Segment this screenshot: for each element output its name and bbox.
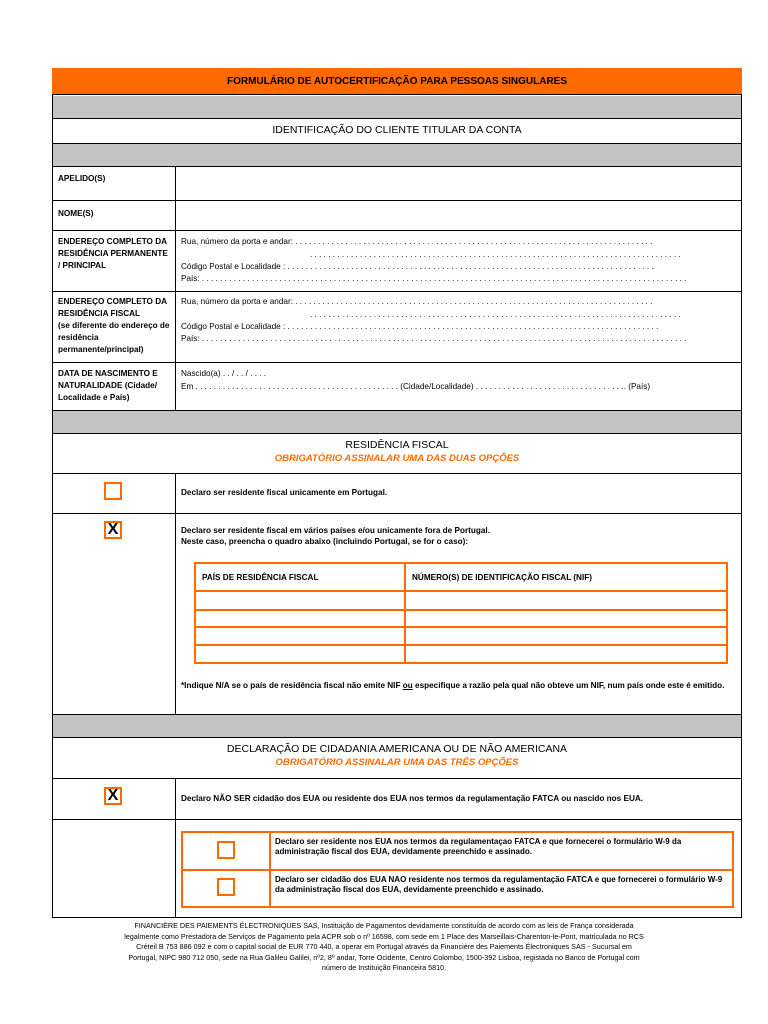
grey-separator [53, 144, 741, 166]
form-title: FORMULÁRIO DE AUTOCERTIFICAÇÃO PARA PESSOAS SINGULARES [52, 68, 742, 95]
permanent-country-field[interactable]: País: . . . . . . . . . . . . . . . . . . . . . . . . . . . . . . . . . . . . . . . . . . . . . . . . . . . . . . . . . . . . . . . . . . . . . . . . . . . . . . . . . . . . . . . . . . . . . . . . . . . . . . . . . . . [181, 274, 687, 283]
permanent-street-cont-field[interactable]: . . . . . . . . . . . . . . . . . . . . . . . . . . . . . . . . . . . . . . . . . . . . . . . . . . . . . . . . . . . . . . . . . . . . . . . . . . . . . . . . . . [310, 250, 681, 259]
usa-subheading: OBRIGATÓRIO ASSINALAR UMA DAS TRÊS OPÇÕES [275, 757, 519, 768]
fiscal-street-cont-field[interactable]: . . . . . . . . . . . . . . . . . . . . . . . . . . . . . . . . . . . . . . . . . . . . . . . . . . . . . . . . . . . . . . . . . . . . . . . . . . . . . . . . . . [310, 310, 681, 319]
birth-place-field[interactable]: Em . . . . . . . . . . . . . . . . . . . . . . . . . . . . . . . . . . . . . . . . . . . . . (Cidade/Localidade) . . . . . . . . . . . . . . . . . . . . . . . . . . . . . . . . .. (País) [181, 382, 651, 391]
fiscal-residence-heading: RESIDÊNCIA FISCAL OBRIGATÓRIO ASSINALAR UMA DAS DUAS OPÇÕES [53, 439, 741, 464]
nif-number-cell[interactable] [406, 611, 726, 626]
fiscal-portugal-checkbox[interactable] [104, 482, 122, 500]
identification-heading: IDENTIFICAÇÃO DO CLIENTE TITULAR DA CONTA [272, 124, 522, 136]
legal-footer: FINANCIÈRE DES PAIEMENTS ÉLECTRONIQUES SAS, Instituição de Pagamentos devidamente constituída de acordo com as leis de França considerada legalmente como Prestadora de Serviços de Pagamento pela ACPR sob o nº 16598, com sede em 1 Place des Marseillais-Charenton-le-Pont, matriculada no RCS Créteil B 753 886 092 e com o capital social de EUR 770 440, a operar em Portugal através da Financière des Paiements Électroniques SAS - Sucursal em Portugal, NIPC 980 712 050, sede na Rua Galileu Galilei, nº2, 8º andar, Torre Ocidente, Centro Colombo, 1500-392 Lisboa, registada no Banco de Portugal com número de Instituição Financeira 5810. [124, 921, 644, 972]
fiscal-postal-field[interactable]: Código Postal e Localidade : . . . . . . . . . . . . . . . . . . . . . . . . . . . . . . . . . . . . . . . . . . . . . . . . . . . . . . . . . . . . . . . . . . . . . . . . . . . . . . . . . . [181, 322, 659, 331]
grey-separator [53, 96, 741, 118]
nomes-field[interactable] [176, 201, 741, 230]
apelidos-label: APELIDO(S) [58, 174, 106, 183]
fiscal-residence-subheading: OBRIGATÓRIO ASSINALAR UMA DAS DUAS OPÇÕES [274, 453, 520, 464]
grey-separator [53, 411, 741, 433]
nif-table-header-nif: NÚMERO(S) DE IDENTIFICAÇÃO FISCAL (NIF) [412, 573, 592, 582]
fiscal-address-note: (se diferente do endereço de residência permanente/principal) [58, 321, 170, 354]
usa-not-citizen-checkbox[interactable]: X [104, 787, 122, 805]
nif-country-cell[interactable] [196, 628, 404, 644]
apelidos-field[interactable] [176, 167, 741, 200]
nif-country-cell[interactable] [196, 611, 404, 626]
fiscal-multiple-checkbox[interactable]: X [104, 521, 122, 539]
nif-table [194, 562, 728, 664]
fiscal-street-field[interactable]: Rua, número da porta e andar: . . . . . . . . . . . . . . . . . . . . . . . . . . . . . . . . . . . . . . . . . . . . . . . . . . . . . . . . . . . . . . . . . . . . . . . . . . . . . . . [181, 297, 653, 306]
nif-note: *Indique N/A se o país de residência fiscal não emite NIF ou especifique a razão pela qual não obteve um NIF, num país onde este é emitido. [181, 681, 725, 690]
permanent-address-label: ENDEREÇO COMPLETO DA RESIDÊNCIA PERMANENTE / PRINCIPAL [58, 237, 168, 270]
usa-citizen-nonresident-text: Declaro ser cidadão dos EUA NAO residente nos termos da regulamentação FATCA e que fornecerei o formulário W-9 da administração fiscal dos EUA, devidamente preenchido e assinado. [275, 875, 723, 894]
nif-country-cell[interactable] [196, 592, 404, 609]
fiscal-country-field[interactable]: País: . . . . . . . . . . . . . . . . . . . . . . . . . . . . . . . . . . . . . . . . . . . . . . . . . . . . . . . . . . . . . . . . . . . . . . . . . . . . . . . . . . . . . . . . . . . . . . . . . . . . . . . . . . . [181, 334, 687, 343]
nif-number-cell[interactable] [406, 646, 726, 662]
nomes-label: NOME(S) [58, 209, 94, 218]
fiscal-multiple-instruction: Neste caso, preencha o quadro abaixo (incluindo Portugal, se for o caso): [181, 537, 469, 546]
fiscal-portugal-text: Declaro ser residente fiscal unicamente em Portugal. [181, 488, 388, 497]
usa-heading: DECLARAÇÃO DE CIDADANIA AMERICANA OU DE NÃO AMERICANA OBRIGATÓRIO ASSINALAR UMA DAS TRÊS OPÇÕES [53, 743, 741, 768]
usa-resident-text: Declaro ser residente nos EUA nos termos da regulamentaçao FATCA e que fornecerei o formulário W-9 da administração fiscal dos EUA, devidamente preenchido e assinado. [275, 837, 682, 856]
usa-resident-checkbox[interactable] [217, 841, 235, 859]
birth-label: DATA DE NASCIMENTO E NATURALIDADE (Cidade/ Localidade e País) [58, 369, 158, 402]
permanent-postal-field[interactable]: Código Postal e Localidade : . . . . . . . . . . . . . . . . . . . . . . . . . . . . . . . . . . . . . . . . . . . . . . . . . . . . . . . . . . . . . . . . . . . . . . . . . . . . . . . . . [181, 262, 654, 271]
fiscal-address-label: ENDEREÇO COMPLETO DA RESIDÊNCIA FISCAL (se diferente do endereço de residência permanente/principal) [58, 296, 172, 356]
nif-table-header-country: PAÍS DE RESIDÊNCIA FISCAL [202, 573, 319, 582]
usa-not-citizen-text: Declaro NÃO SER cidadão dos EUA ou residente dos EUA nos termos da regulamentação FATCA ou nascido nos EUA. [181, 794, 644, 803]
birth-date-field[interactable]: Nascido(a) . . / . . / . . . . [181, 369, 267, 378]
permanent-street-field[interactable]: Rua, número da porta e andar: . . . . . . . . . . . . . . . . . . . . . . . . . . . . . . . . . . . . . . . . . . . . . . . . . . . . . . . . . . . . . . . . . . . . . . . . . . . . . . . [181, 237, 653, 246]
fiscal-multiple-text: Declaro ser residente fiscal em vários países e/ou unicamente fora de Portugal. Neste caso, preencha o quadro abaixo (incluindo Portugal, se for o caso): [181, 526, 490, 546]
grey-separator [53, 715, 741, 737]
usa-options-box [181, 831, 734, 908]
nif-number-cell[interactable] [406, 592, 726, 609]
nif-number-cell[interactable] [406, 628, 726, 644]
usa-citizen-nonresident-checkbox[interactable] [217, 878, 235, 896]
nif-country-cell[interactable] [196, 646, 404, 662]
